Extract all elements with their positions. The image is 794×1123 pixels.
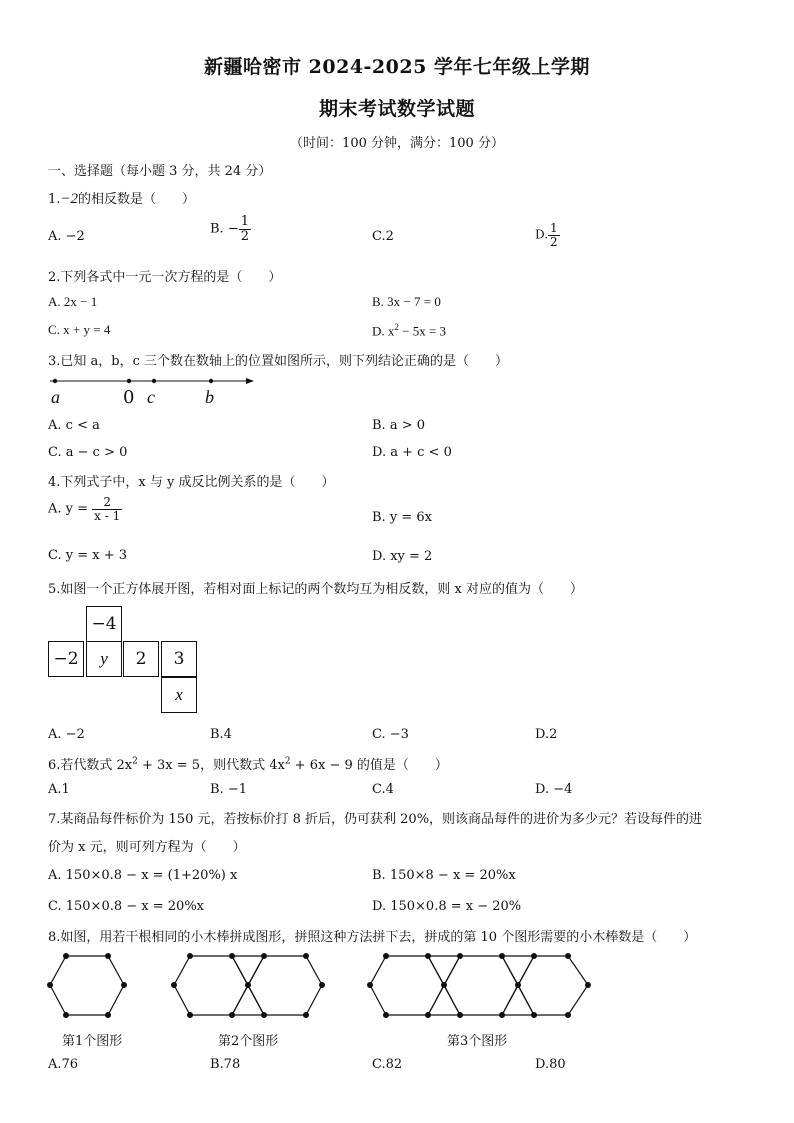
net-cell-y: y xyxy=(86,641,122,677)
label-c: c xyxy=(147,387,155,407)
q7-option-c[interactable]: C. 150×0.8 − x = 20%x xyxy=(48,899,204,914)
q2-option-c[interactable]: C. x + y = 4 xyxy=(48,322,111,337)
net-cell-left: −2 xyxy=(48,641,84,677)
q6-option-b[interactable]: B. −1 xyxy=(210,782,247,797)
q7-option-b[interactable]: B. 150×8 − x = 20%x xyxy=(372,868,516,883)
q5-option-d[interactable]: D.2 xyxy=(535,727,558,742)
question-7-stem-line1: 7.某商品每件标价为 150 元，若按标价打 8 折后，仍可获利 20%，则该商品每件的进价为多少元？若设每件的进 xyxy=(48,812,703,827)
question-1-stem: 1.−2的相反数是（ ） xyxy=(48,191,196,207)
q8-option-a[interactable]: A.76 xyxy=(48,1057,79,1072)
q4-option-c[interactable]: C. y = x + 3 xyxy=(48,548,128,563)
net-cell-top: −4 xyxy=(86,606,122,642)
q4-option-a[interactable]: A. y = $\frac{2}{x - 1}$ xyxy=(48,495,121,523)
section-heading: 一、选择题（每小题 3 分，共 24 分） xyxy=(48,164,272,179)
q4-option-b[interactable]: B. y = 6x xyxy=(372,510,432,525)
question-7-stem-line2: 价为 x 元，则可列方程为（ ） xyxy=(48,840,246,855)
point-a xyxy=(53,379,57,383)
net-cell-2: 2 xyxy=(123,641,159,677)
q2-option-b[interactable]: B. 3x − 7 = 0 xyxy=(372,294,441,309)
q6-option-d[interactable]: D. −4 xyxy=(535,782,573,797)
q8-option-b[interactable]: B.78 xyxy=(210,1057,241,1072)
hexagon-figure-3 xyxy=(368,952,594,1024)
q2-option-d[interactable]: D. $x^2 - 5x = 3$ xyxy=(372,322,447,339)
q5-option-a[interactable]: A. −2 xyxy=(48,727,85,742)
figure-2-caption: 第2个图形 xyxy=(218,1034,279,1049)
question-3-stem: 3.已知 a，b，c 三个数在数轴上的位置如图所示，则下列结论正确的是（ ） xyxy=(48,354,509,369)
q1-option-b[interactable]: B. − $\frac{1}{2}$ xyxy=(210,214,249,244)
point-zero xyxy=(127,379,131,383)
label-b: b xyxy=(205,387,214,407)
q4-option-d[interactable]: D. xy = 2 xyxy=(372,549,433,564)
figure-3-caption: 第3个图形 xyxy=(447,1034,508,1049)
q3-option-a[interactable]: A. c < a xyxy=(48,418,100,433)
page-subtitle: 期末考试数学试题 xyxy=(318,98,475,120)
q3-option-b[interactable]: B. a > 0 xyxy=(372,418,425,433)
q1-option-d[interactable]: D. $\frac{1}{2}$ xyxy=(535,221,558,249)
hexagon-figure-2 xyxy=(172,952,328,1024)
hexagon-figure-1 xyxy=(48,952,128,1024)
q5-option-c[interactable]: C. −3 xyxy=(372,727,409,742)
point-b xyxy=(209,379,213,383)
label-zero: 0 xyxy=(123,387,135,408)
label-a: a xyxy=(51,387,60,407)
q6-option-a[interactable]: A.1 xyxy=(48,782,70,797)
net-cell-3: 3 xyxy=(161,641,197,677)
q7-option-d[interactable]: D. 150×0.8 = x − 20% xyxy=(372,899,522,914)
q8-option-c[interactable]: C.82 xyxy=(372,1057,403,1072)
page-title: 新疆哈密市 2024-2025 学年七年级上学期 xyxy=(204,56,590,78)
figure-1-caption: 第1个图形 xyxy=(62,1034,123,1049)
question-6-stem: 6.若代数式 $2x^2 + 3x = 5$，则代数式 $4x^2 + 6x - 9$ 的值是（ ） xyxy=(48,756,448,773)
exam-meta: （时间：100 分钟，满分：100 分） xyxy=(290,136,504,151)
question-8-stem: 8.如图，用若干根相同的小木棒拼成图形，拼照这种方法拼下去，拼成的第 10 个图形需要的小木棒数是（ ） xyxy=(48,930,697,945)
q3-option-d[interactable]: D. a + c < 0 xyxy=(372,445,452,460)
point-c xyxy=(152,379,156,383)
q6-option-c[interactable]: C.4 xyxy=(372,782,394,797)
question-4-stem: 4.下列式子中，x 与 y 成反比例关系的是（ ） xyxy=(48,475,335,490)
q8-option-d[interactable]: D.80 xyxy=(535,1057,566,1072)
question-5-stem: 5.如图一个正方体展开图，若相对面上标记的两个数均互为相反数，则 x 对应的值为（ ） xyxy=(48,582,584,597)
q7-option-a[interactable]: A. 150×0.8 − x = (1+20%) x xyxy=(48,868,238,883)
q1-option-a[interactable]: A. −2 xyxy=(48,229,85,244)
net-cell-x: x xyxy=(161,677,197,713)
q2-option-a[interactable]: A. 2x − 1 xyxy=(48,294,98,309)
question-2-stem: 2.下列各式中一元一次方程的是（ ） xyxy=(48,270,282,285)
q3-option-c[interactable]: C. a − c > 0 xyxy=(48,445,128,460)
q5-option-b[interactable]: B.4 xyxy=(210,727,232,742)
q1-option-c[interactable]: C.2 xyxy=(372,229,394,244)
